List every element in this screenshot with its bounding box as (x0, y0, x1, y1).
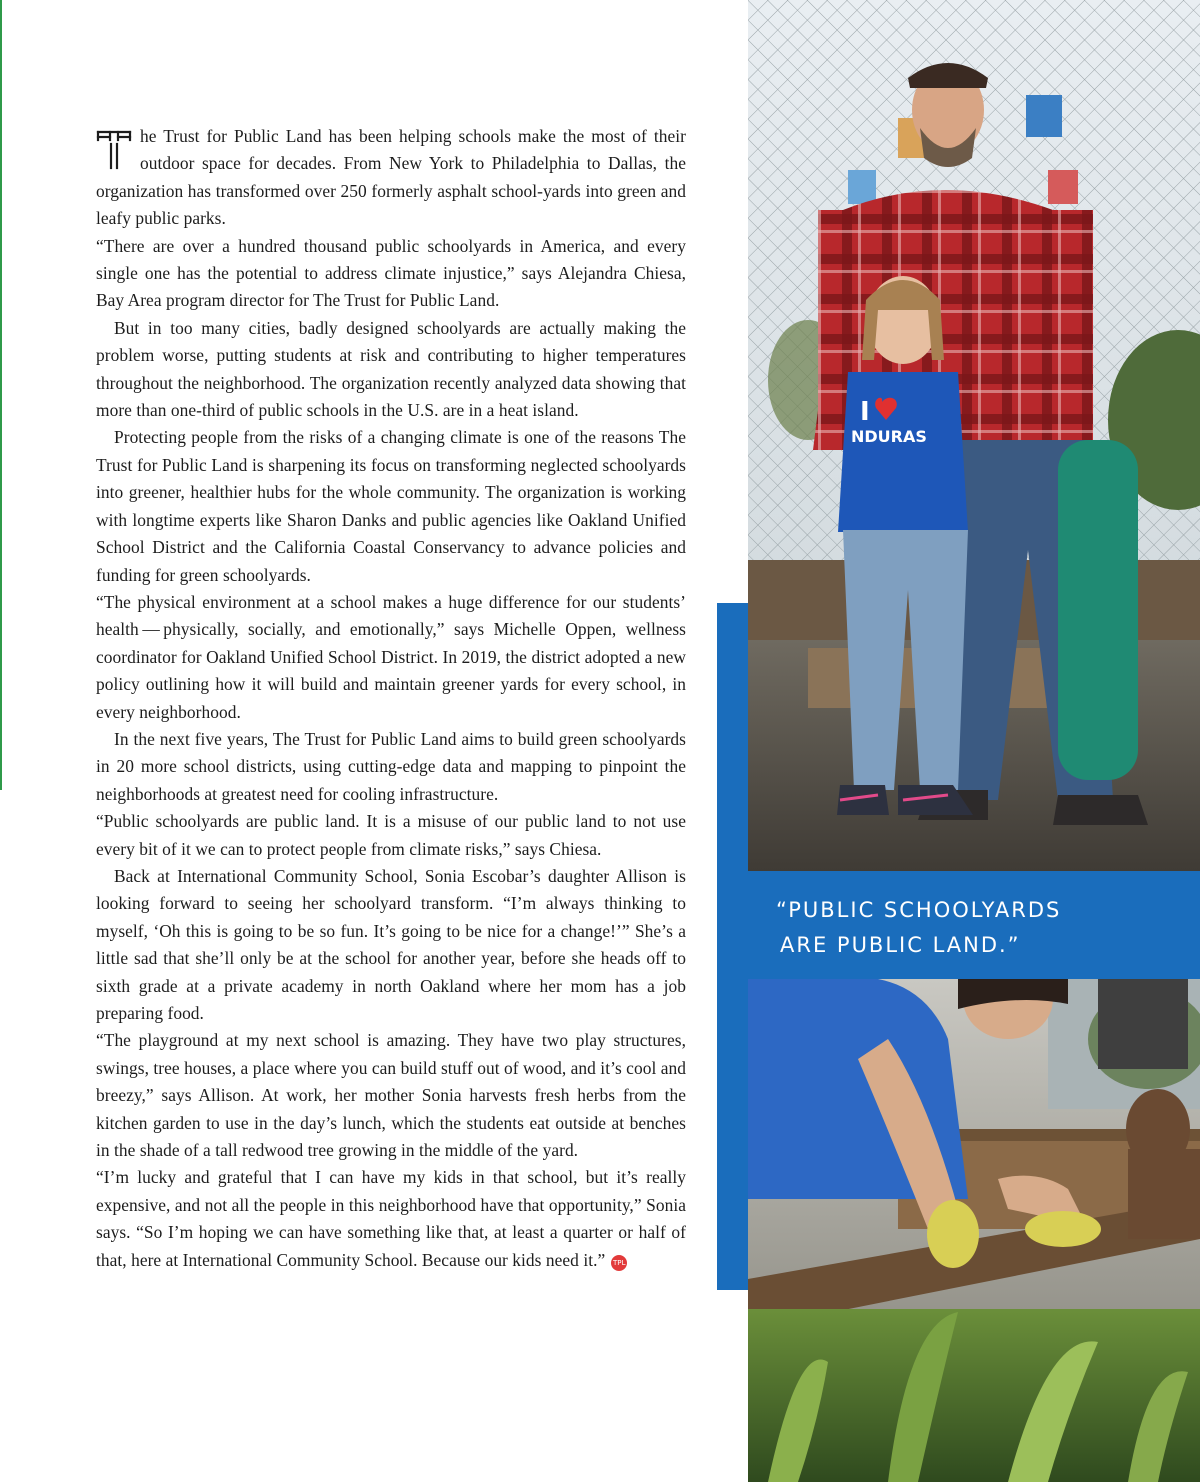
article-body (96, 123, 686, 1274)
paragraph-text: he Trust for Public Land has been helping schools make the most of their outdoor space for decades. From New York to Philadelphia to Dallas, the organization has transformed over 250 formerly asphalt school-yards into green and leafy public parks. (96, 126, 686, 229)
pull-quote (776, 893, 1186, 963)
article-paragraph-5: “The physical environment at a school makes a huge difference for our students’ health — physically, socially, and emotionally,” says Michelle Oppen, wellness coordinator for Oakland Unified School District. In 2019, the district adopted a new policy outlining how it will build and maintain greener yards for every school, in every neighborhood. (96, 591, 686, 722)
svg-text:NDURAS: NDURAS (851, 427, 927, 446)
article-paragraph-4: Protecting people from the risks of a changing climate is one of the reasons The Trust for Public Land is sharpening its focus on transforming neglected schoolyards into greener, healthier hubs for the whole community. The organization is working with longtime experts like Sharon Danks and public agencies like Oakland Unified School District and the California Coastal Conservancy to advance policies and funding for green schoolyards. (96, 427, 686, 585)
article-paragraph-6: In the next five years, The Trust for Public Land aims to build green schoolyards in 20 more school districts, using cutting-edge data and mapping to pinpoint the neighborhoods at greatest need for cooling infrastructure. (96, 728, 686, 804)
article-paragraph-9: “The playground at my next school is amazing. They have two play structures, swings, tree houses, a place where you can build stuff out of wood, and it’s cool and breezy,” says Allison. At work, her mother Sonia harvests fresh herbs from the kitchen garden to use in the day’s lunch, which the students eat outside at benches in the shade of a tall redwood tree growing in the middle of the yard. (96, 1030, 686, 1161)
pull-quote-line-2: ARE PUBLIC LAND.” (780, 933, 1021, 957)
photo-kids-gardening (748, 979, 1200, 1482)
article-paragraph-10 (96, 1164, 686, 1274)
page-edge-line (0, 0, 2, 790)
drop-cap-letter-t (96, 128, 134, 170)
pull-quote-line-1: “PUBLIC SCHOOLYARDS (776, 898, 1062, 922)
article-paragraph-2: “There are over a hundred thousand public schoolyards in America, and every single one has the potential to address climate injustice,” says Alejandra Chiesa, Bay Area program director for The Trust for Public Land. (96, 235, 686, 311)
end-mark-icon: TPL (611, 1255, 627, 1271)
photo-father-daughter (748, 0, 1200, 871)
article-paragraph-1 (96, 123, 686, 233)
article-paragraph-8: Back at International Community School, Sonia Escobar’s daughter Allison is looking forward to seeing her schoolyard transform. “I’m always thinking to myself, ‘Oh this is going to be so fun. It’s going to be nice for a change!’” She’s a little sad that she’ll only be at the school for another year, before she heads off to sixth grade at a private academy in north Oakland where her mom has a job preparing food. (96, 865, 686, 1023)
svg-text:I: I (860, 397, 870, 427)
paragraph-text: “I’m lucky and grateful that I can have my kids in that school, but it’s really expensive, and not all the people in this neighborhood have that opportunity,” Sonia says. “So I’m hoping we can have something like that, at least a quarter or half of that, here at International Community School. Because our kids need it.” (96, 1167, 686, 1270)
article-paragraph-7: “Public schoolyards are public land. It is a misuse of our public land to not use every bit of it we can to protect people from climate risks,” says Chiesa. (96, 811, 686, 859)
drop-cap (96, 128, 134, 170)
article-paragraph-3: But in too many cities, badly designed schoolyards are actually making the problem worse, putting students at risk and contributing to higher temperatures throughout the neighborhood. The organization recently analyzed data showing that more than one-third of public schools in the U.S. are in a heat island. (96, 317, 686, 421)
